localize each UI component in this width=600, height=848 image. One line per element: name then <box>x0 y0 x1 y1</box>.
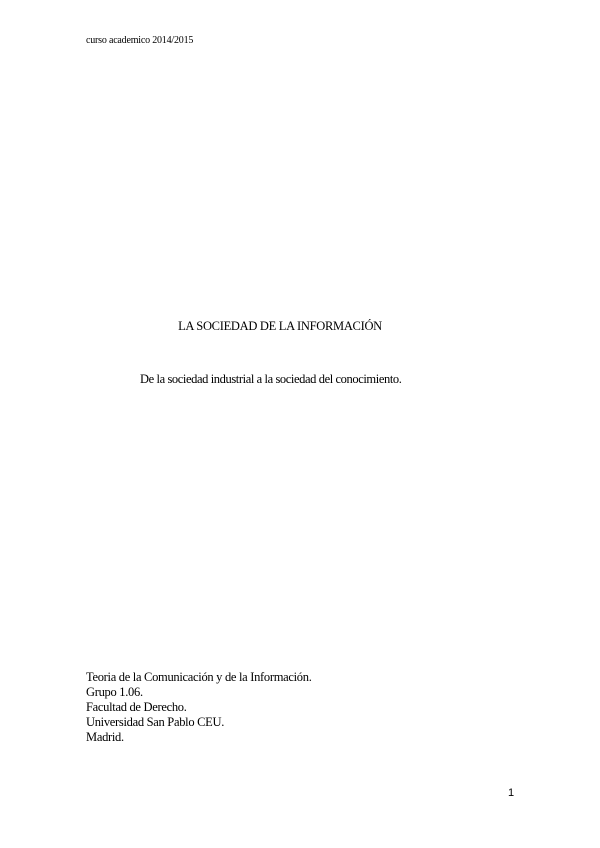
info-line-university: Universidad San Pablo CEU. <box>86 715 225 729</box>
info-line-faculty: Facultad de Derecho. <box>86 700 187 714</box>
author-info-block <box>86 670 312 745</box>
document-subtitle: De la sociedad industrial a la sociedad del conocimiento. <box>140 372 402 386</box>
document-title: LA SOCIEDAD DE LA INFORMACIÓN <box>178 319 382 333</box>
info-line-group: Grupo 1.06. <box>86 685 143 699</box>
info-line-city: Madrid. <box>86 730 124 744</box>
page-number: 1 <box>508 787 515 799</box>
header-note: curso academico 2014/2015 <box>86 35 194 46</box>
info-line-course: Teoria de la Comunicación y de la Información. <box>86 670 312 684</box>
